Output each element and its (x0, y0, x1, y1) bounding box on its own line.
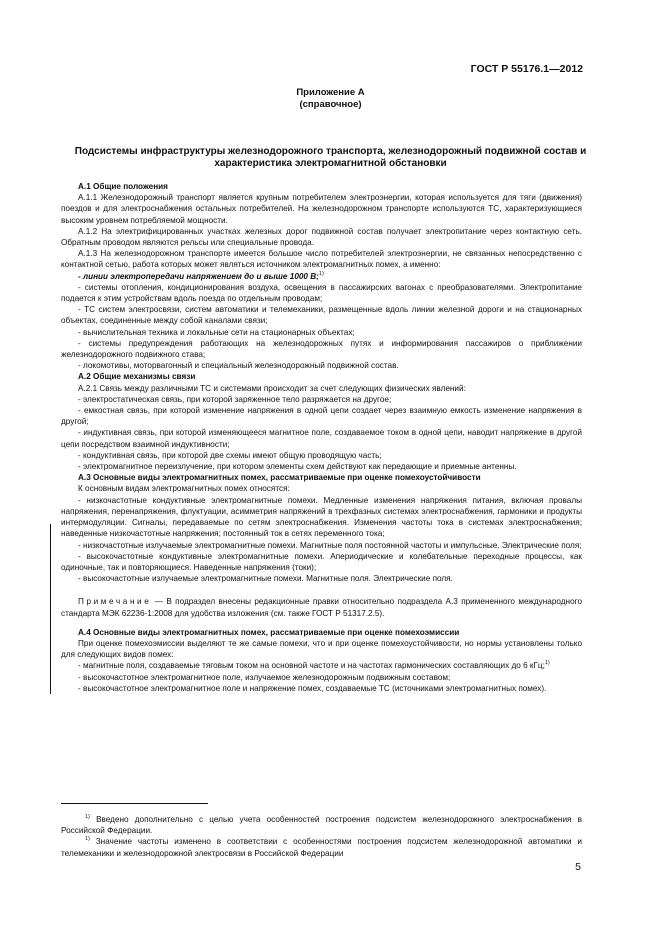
paragraph: А.1.1 Железнодорожный транспорт является крупным потребителем электроэнергии, которая используется для тяги (движения) поездов и для электроснабжения остальных потребителей. На железнодорожном транспорте используются ТС, характеризующиеся высоким уровнем потребляемой мощности. (61, 193, 582, 225)
note-text: — В подраздел внесены редакционные правки относительно подраздела А.3 примененного международного стандарта МЭК 62236-1:2008 для удобства изложения (см. также ГОСТ Р 51317.2.5). (61, 597, 582, 618)
footnote-ref: 1) (544, 660, 550, 667)
main-title: Подсистемы инфраструктуры железнодорожного транспорта, железнодорожный подвижной состав и характеристика электромагнитной обстановки (74, 146, 587, 169)
list-item: - кондуктивная связь, при которой две схемы имеют общую проводящую часть; (78, 450, 382, 460)
footnote (61, 814, 582, 836)
footnote-ref: 1) (318, 270, 324, 277)
paragraph: А.1.3 На железнодорожном транспорте имеется большое число потребителей электроэнергии, не связанных непосредственно с контактной сетью, работа которых может являться источником электромагнитных помех, а именно: (61, 249, 582, 270)
spacer (61, 584, 582, 596)
list-item: - индуктивная связь, при которой изменяющееся магнитное поле, создаваемое током в одной цепи, наводит напряжение в другой цепи посредством взаимной индуктивности; (61, 428, 582, 449)
page-number: 5 (575, 861, 581, 873)
paragraph: А.1.2 На электрифицированных участках железных дорог подвижной состав получает электропитание через контактную сеть. Обратным проводом являются рельсы или специальные провода. (61, 226, 582, 248)
emphasis-text: - линии электропередачи напряжением до и выше 1000 В; (78, 271, 319, 281)
list-item: - системы предупреждения работающих на железнодорожных путях и информирования пассажиров о приближении железнодорожного подвижного става; (61, 338, 582, 360)
footnote-mark: 1) (85, 814, 90, 820)
list-item: - емкостная связь, при которой изменение напряжения в одной цепи создает через взаимную емкость изменение напряжения в другой; (61, 406, 582, 427)
footnotes (61, 814, 582, 859)
note-label: Примечание (78, 597, 152, 607)
paragraph: К основным видам электромагнитных помех относятся: (78, 484, 290, 494)
list-item: - локомотивы, моторвагонный и специальный железнодорожный подвижной состав. (78, 361, 399, 371)
section-heading-a4: А.4 Основные виды электромагнитных помех, рассматриваемые при оценке помехоэмиссии (78, 627, 460, 637)
list-item (61, 271, 582, 282)
standard-number: ГОСТ Р 55176.1—2012 (470, 63, 583, 75)
list-item: - вычислительная техника и локальные сети на стационарных объектах; (78, 327, 355, 337)
list-item: - системы отопления, кондиционирования воздуха, освещения в пассажирских вагонах с преобразователями. Электропитание подается к этим устройствам вдоль поезда по отдельным проводам; (61, 282, 582, 304)
annex-subtitle: (справочное) (299, 99, 362, 110)
change-bar (50, 524, 51, 694)
list-item-text: - магнитные поля, создаваемые тяговым током на основной частоте и на частотах гармонических составляющих до 6 кГц; (78, 661, 545, 671)
spacer (61, 619, 582, 627)
list-item: - низкочастотные излучаемые электромагнитные помехи. Магнитные поля постоянной частоты и импульсные. Электрические поля; (78, 540, 582, 550)
footnote-text: Введено дополнительно с целью учета особенностей построения подсистем железнодорожного электроснабжения в Российской Федерации. (61, 815, 582, 836)
list-item: - высокочастотные излучаемые электромагнитные помехи. Магнитные поля. Электрические поля. (78, 574, 453, 584)
annex-heading (0, 87, 661, 111)
list-item: - низкочастотные кондуктивные электромагнитные помехи. Медленные изменения напряжения питания, включая провалы напряжения, перенапряжения, флуктуации, асимметрия напряжений в трехфазных системах электроснабжения, гармоники и продукты интермодуляции. Сигналы, передаваемые по сетям электроснабжения. Изменения частоты тока в системах электроснабжения; наведенные низкочастотные напряжения; постоянный ток в сетях переменного тока; (61, 495, 582, 539)
list-item: - электростатическая связь, при которой заряженное тело разряжается на другое; (78, 394, 392, 404)
document-body (61, 181, 582, 694)
note (61, 596, 582, 618)
footnote (61, 836, 582, 858)
paragraph: При оценке помехоэмиссии выделяют те же самые помехи, что и при оценке помехоустойчивости, но нормы установлены только для следующих видов помех: (61, 638, 582, 660)
paragraph: А.2.1 Связь между различными ТС и системами происходит за счет следующих физических явлений: (78, 383, 466, 393)
list-item: - высокочастотное электромагнитное поле и напряжение помех, создаваемые ТС (источниками электромагнитных помех). (78, 683, 547, 693)
list-item: - высокочастотное электромагнитное поле, излучаемое железнодорожным подвижным составом; (78, 672, 451, 682)
footnote-mark: 1) (85, 836, 90, 843)
section-heading-a2: А.2 Общие механизмы связи (78, 372, 196, 382)
footnote-separator (61, 803, 208, 804)
annex-title: Приложение А (296, 87, 365, 98)
section-heading-a3: А.3 Основные виды электромагнитных помех, рассматриваемые при оценке помехоустойчивости (78, 473, 481, 483)
list-item (61, 660, 582, 671)
list-item: - электромагнитное переизлучение, при котором элементы схем действуют как передающие и приемные антенны. (78, 462, 517, 472)
list-item: - ТС систем электросвязи, систем автоматики и телемеханики, размещенные вдоль линии железной дороги и на стационарных объектах, соединенные между собой каналами связи; (61, 305, 582, 326)
section-heading-a1: А.1 Общие положения (78, 182, 168, 191)
list-item: - высокочастотные кондуктивные электромагнитные помехи. Апериодические и колебательные переходные процессы, как одиночные, так и повторяющиеся. Наведенные напряжения (токи); (61, 551, 582, 572)
footnote-text: Значение частоты изменено в соответствии с особенностями построения подсистем железнодорожной автоматики и телемеханики и железнодорожной электросвязи в Российской Федерации (61, 837, 582, 858)
